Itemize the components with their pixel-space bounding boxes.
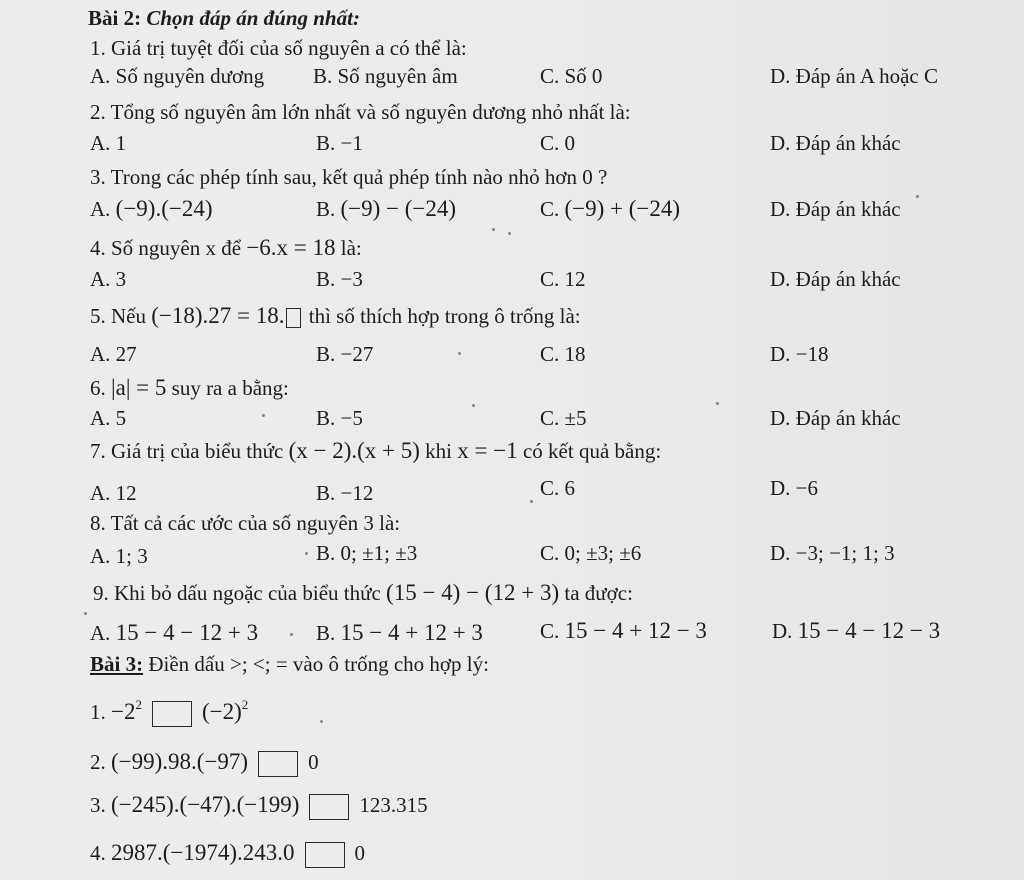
q7-option-b[interactable]: B. −12 [316,481,374,505]
q9-stem-suffix: ta được: [564,581,633,605]
q9-option-d-letter: D. [772,619,793,643]
bai3-item-4-answer-box[interactable] [305,842,345,868]
question-8-stem: 8. Tất cả các ước của số nguyên 3 là: [90,511,401,535]
q3-option-b-expression: (−9) − (−24) [340,196,457,221]
q7-option-d[interactable]: D. −6 [770,476,819,500]
q2-option-a[interactable]: A. 1 [90,131,127,155]
question-1-stem: 1. Giá trị tuyệt đối của số nguyên a có thể là: [90,36,467,60]
bai2-heading [88,2,360,34]
q5-option-c[interactable]: C. 18 [540,342,586,366]
q4-stem-prefix: 4. Số nguyên x để [90,236,242,260]
paper-speck [472,404,475,407]
paper-speck [458,352,461,355]
q6-option-c[interactable]: C. ±5 [540,406,587,430]
q5-blank-box[interactable] [286,308,301,328]
q7-stem-math2: x = −1 [457,438,518,463]
paper-speck [84,612,87,615]
bai3-item-1-left-base: −2 [111,699,136,724]
q1-option-d[interactable]: D. Đáp án A hoặc C [770,64,938,88]
q9-stem-math: (15 − 4) − (12 + 3) [386,580,560,605]
q3-option-b[interactable] [316,193,456,225]
question-5-stem [90,300,581,332]
bai3-item-3-left: (−245).(−47).(−199) [111,792,300,817]
q5-option-a[interactable]: A. 27 [90,342,137,366]
bai3-item-4 [90,833,365,873]
q8-option-d[interactable]: D. −3; −1; 1; 3 [770,541,895,565]
q4-option-a[interactable]: A. 3 [90,267,127,291]
q9-option-a-expression: 15 − 4 − 12 + 3 [115,620,259,645]
q9-option-b-letter: B. [316,621,336,645]
q9-option-a-letter: A. [90,621,111,645]
q8-option-b[interactable]: B. 0; ±1; ±3 [316,541,418,565]
paper-speck [716,402,719,405]
paper-speck [916,195,919,198]
question-7-stem [90,435,661,467]
q3-option-c-letter: C. [540,197,560,221]
q2-option-b[interactable]: B. −1 [316,131,363,155]
q9-option-c[interactable] [540,615,707,647]
bai3-item-3-num: 3. [90,793,106,817]
q6-stem-suffix: suy ra a bằng: [171,376,289,400]
bai3-item-2-answer-box[interactable] [258,751,298,777]
bai3-item-3-answer-box[interactable] [309,794,349,820]
paper-speck [262,414,265,417]
bai3-subtitle: Điền dấu >; <; = vào ô trống cho hợp lý: [148,652,489,676]
bai3-item-2 [90,742,319,782]
q2-option-d[interactable]: D. Đáp án khác [770,131,901,155]
bai3-item-1-answer-box[interactable] [152,701,192,727]
bai3-title: Bài 3: [90,652,144,676]
question-6-stem [90,372,289,404]
q9-option-b-expression: 15 − 4 + 12 + 3 [340,620,483,645]
q6-stem-math: |a| = 5 [111,375,167,400]
q3-option-a-letter: A. [90,197,111,221]
q3-option-c-expression: (−9) + (−24) [564,196,681,221]
bai3-item-1-right [202,699,248,724]
q8-option-a[interactable]: A. 1; 3 [90,544,148,568]
bai3-item-2-right: 0 [308,750,319,774]
q9-option-a[interactable] [90,617,258,649]
paper-speck [530,500,533,503]
q7-stem-suffix: có kết quả bằng: [522,439,662,463]
q7-option-c[interactable]: C. 6 [540,476,576,500]
q1-option-a[interactable]: A. Số nguyên dương [90,64,265,88]
q1-option-c[interactable]: C. Số 0 [540,64,603,88]
q9-stem-prefix: 9. Khi bỏ dấu ngoặc của biểu thức [93,581,381,605]
bai3-item-1-left [111,699,142,724]
paper-speck [320,720,323,723]
bai3-item-4-right: 0 [354,841,366,865]
q7-stem-prefix: 7. Giá trị của biểu thức [90,439,284,463]
question-9-stem [93,577,633,609]
bai3-item-4-left: 2987.(−1974).243.0 [111,840,295,865]
paper-speck [508,232,511,235]
q5-option-d[interactable]: D. −18 [770,342,829,366]
q5-stem-suffix: thì số thích hợp trong ô trống là: [308,304,581,328]
bai3-item-3 [90,785,428,825]
q8-option-c[interactable]: C. 0; ±3; ±6 [540,541,642,565]
q4-option-d[interactable]: D. Đáp án khác [770,267,901,291]
q7-option-a[interactable]: A. 12 [90,481,137,505]
q6-option-d[interactable]: D. Đáp án khác [770,406,901,430]
q3-option-a[interactable] [90,193,213,225]
q9-option-c-letter: C. [540,619,560,643]
q6-option-b[interactable]: B. −5 [316,406,363,430]
question-2-stem: 2. Tổng số nguyên âm lớn nhất và số nguyên dương nhỏ nhất là: [90,100,631,124]
q4-option-b[interactable]: B. −3 [316,267,363,291]
q9-option-d-expression: 15 − 4 − 12 − 3 [797,618,941,643]
question-4-stem [90,232,362,264]
bai3-item-1 [90,692,248,732]
q3-option-c[interactable] [540,193,680,225]
q3-option-b-letter: B. [316,197,336,221]
bai3-item-1-right-exp: 2 [241,697,249,712]
q3-option-a-expression: (−9).(−24) [115,196,213,221]
q6-option-a[interactable]: A. 5 [90,406,127,430]
q9-option-b[interactable] [316,617,483,649]
q9-option-c-expression: 15 − 4 + 12 − 3 [564,618,707,643]
question-3-stem: 3. Trong các phép tính sau, kết quả phép tính nào nhỏ hơn 0 ? [90,165,608,189]
q2-option-c[interactable]: C. 0 [540,131,576,155]
q5-option-b[interactable]: B. −27 [316,342,374,366]
q3-option-d[interactable]: D. Đáp án khác [770,197,901,221]
q4-stem-math: −6.x = 18 [246,235,336,260]
bai3-heading [90,648,489,680]
bai2-title: Bài 2: [88,6,142,30]
paper-speck [290,633,293,636]
bai3-item-1-num: 1. [90,700,106,724]
q1-option-b[interactable]: B. Số nguyên âm [313,64,458,88]
paper-speck [305,552,308,555]
bai3-item-2-left: (−99).98.(−97) [111,749,249,774]
bai3-item-1-left-exp: 2 [135,697,142,712]
bai3-item-3-right: 123.315 [359,793,428,817]
q7-stem-math: (x − 2).(x + 5) [288,438,420,463]
paper-speck [492,228,495,231]
bai3-item-2-num: 2. [90,750,106,774]
q5-stem-prefix: 5. Nếu [90,304,146,328]
q9-option-d[interactable] [772,615,940,647]
q5-stem-math: (−18).27 = 18. [151,303,285,328]
bai3-item-1-right-base: (−2) [201,699,242,724]
bai3-item-4-num: 4. [90,841,106,865]
q4-option-c[interactable]: C. 12 [540,267,586,291]
q6-stem-prefix: 6. [90,376,106,400]
q7-stem-mid: khi [425,439,453,463]
bai2-subtitle: Chọn đáp án đúng nhất: [146,6,360,30]
q4-stem-suffix: là: [340,236,362,260]
